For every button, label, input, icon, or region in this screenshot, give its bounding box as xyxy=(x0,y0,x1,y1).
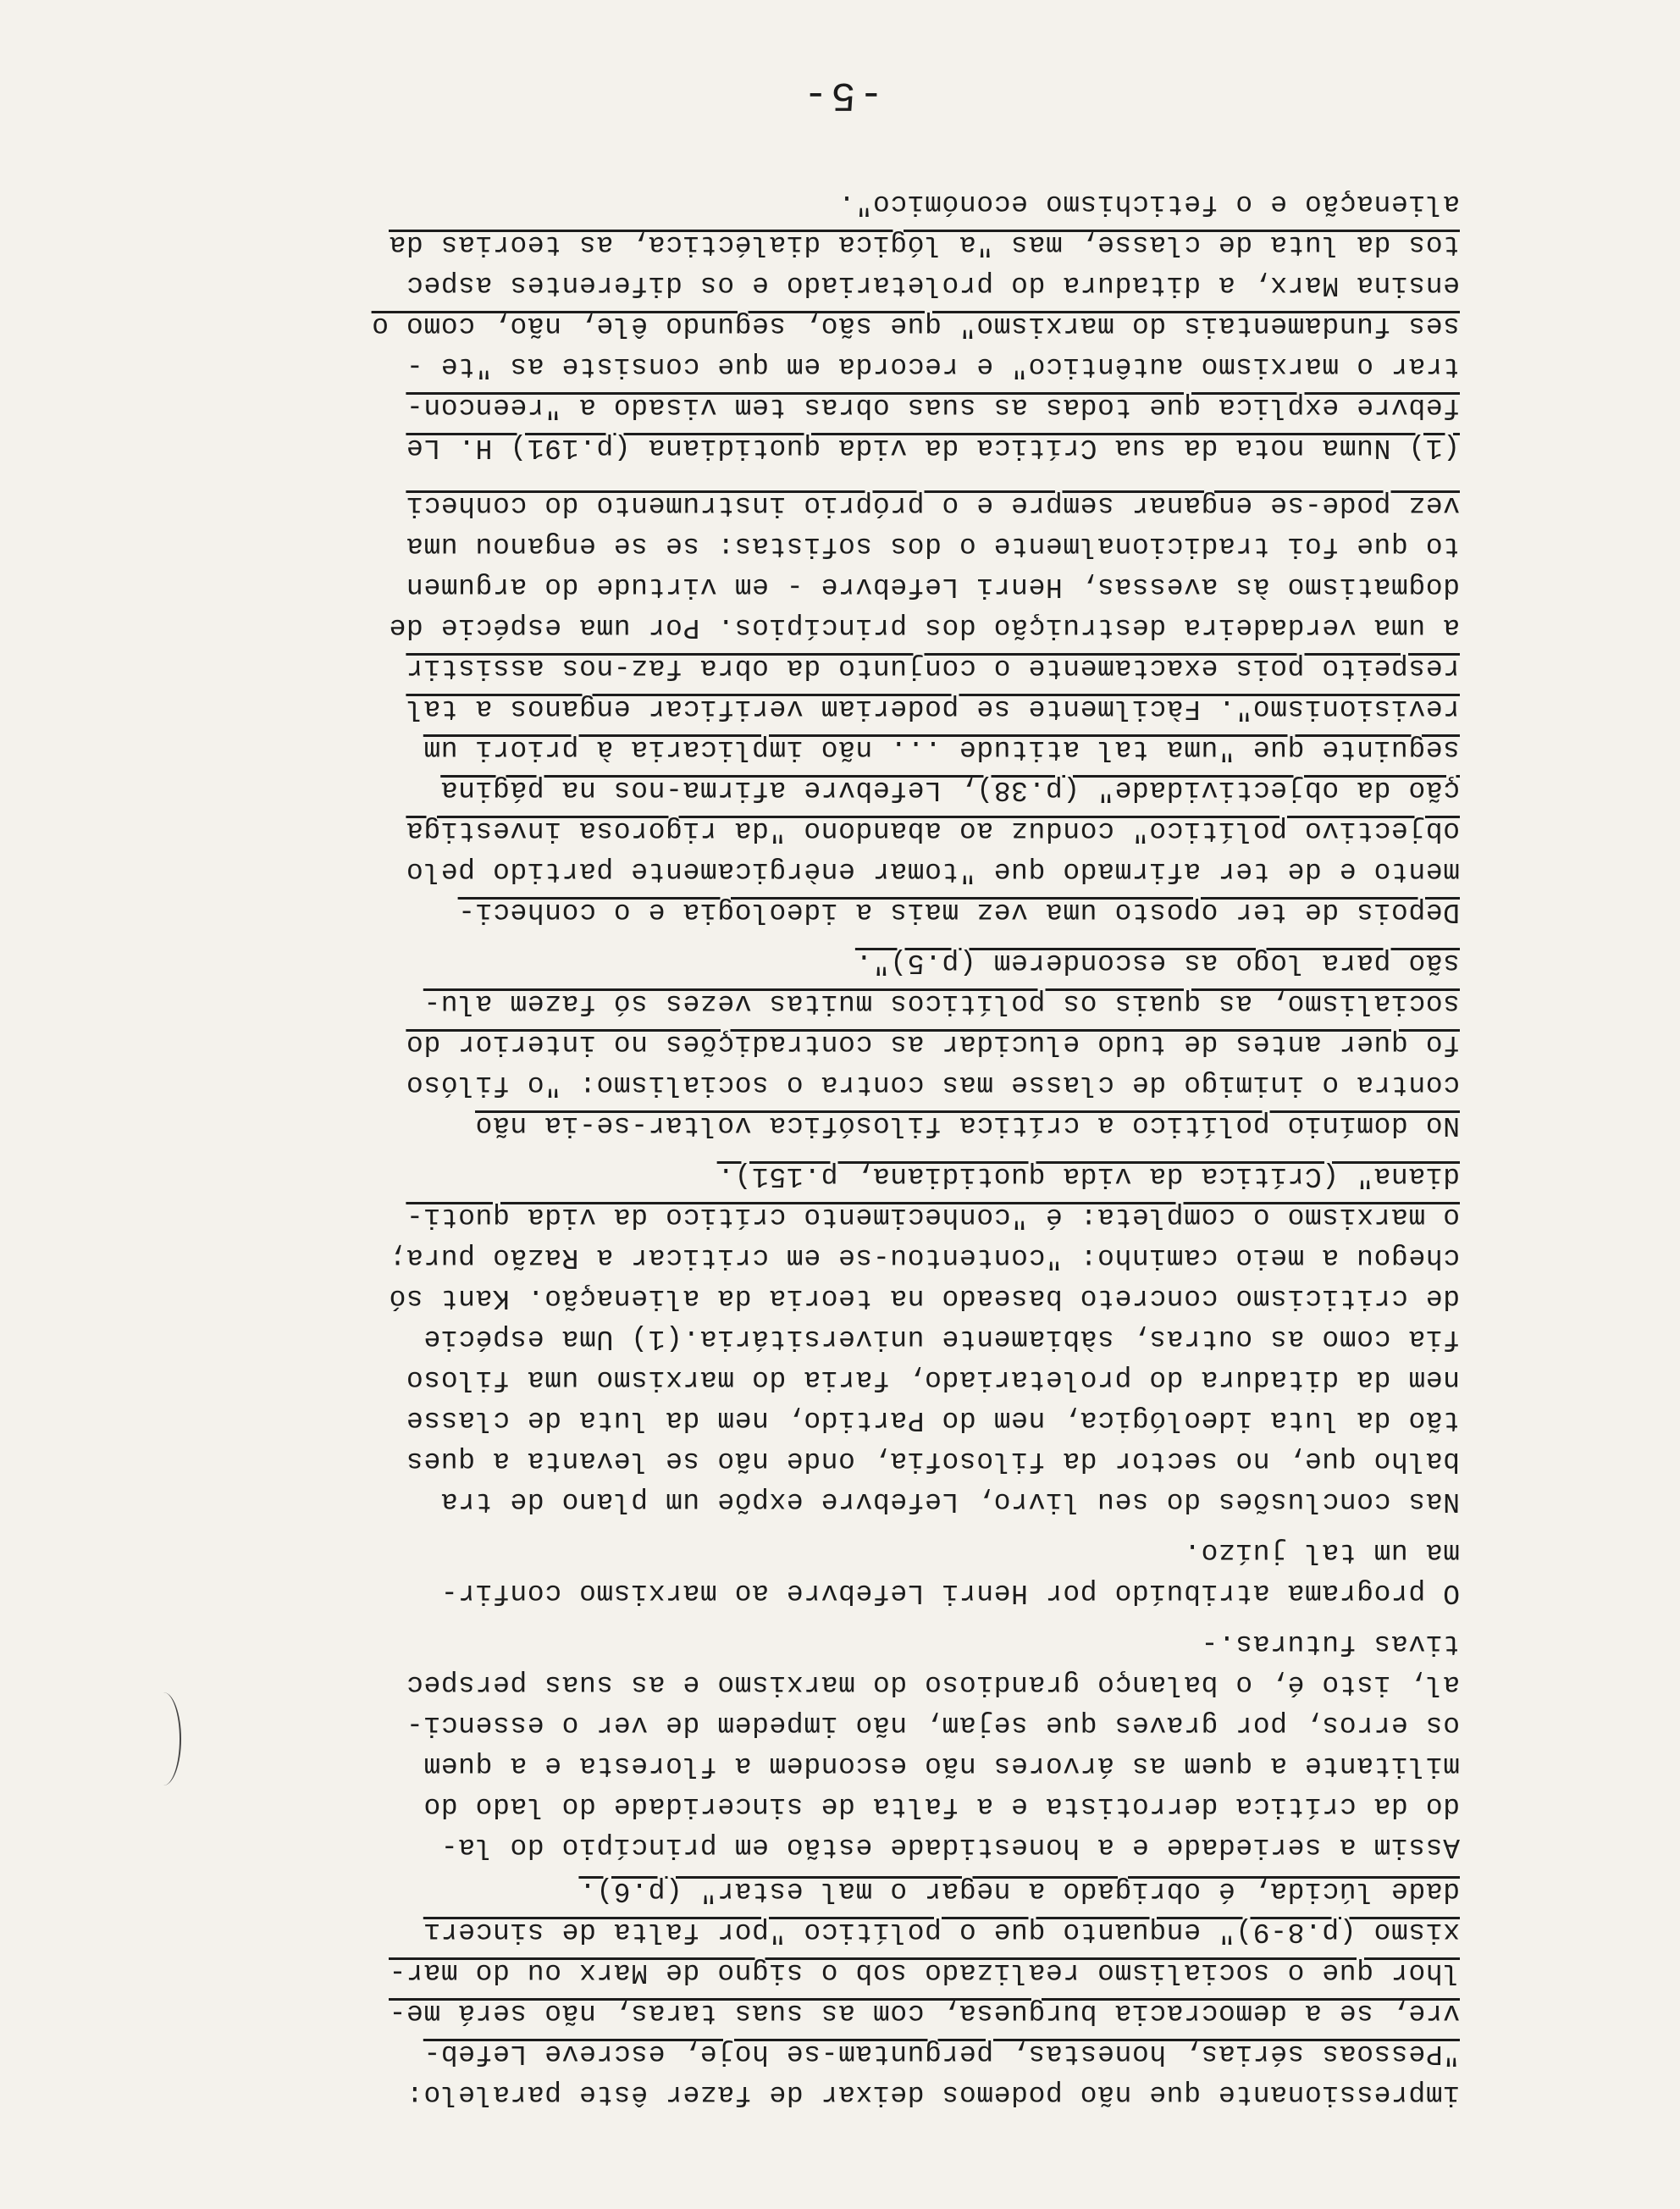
text-line: fo quer antes de tudo elucidar as contradições no interior do xyxy=(406,1028,1460,1060)
text-line: xismo (p.8-9)" enquanto que o político "por falta de sincerı xyxy=(423,1916,1460,1947)
text-line: o marxismo o completa: é "conhecimento crítico da vida quoti- xyxy=(406,1201,1460,1232)
page-number: -5- xyxy=(799,71,884,117)
text-line: revisionismo". Fàcilmente se poderiam verificar enganos a tal xyxy=(406,693,1460,724)
text-line: to que foi tradicionalmente o dos sofistas: se se enganou uma xyxy=(406,530,1460,562)
text-line: socialismo, as quais os políticos muitas vezes só fazem alu- xyxy=(423,988,1460,1019)
text-line: dade lúcida, é obrigado a negar o mal estar" (p.6). xyxy=(578,1875,1460,1907)
text-line: ma um tal juízo. xyxy=(1183,1536,1460,1568)
text-line: vre, se a democracia burguesa, com as suas taras, não será me- xyxy=(389,1997,1460,2029)
text-line: ção da objectividade" (p.38), Lefebvre afirma-nos na página xyxy=(440,774,1460,806)
text-line: são para logo as esconderem (p.5)". xyxy=(854,947,1460,978)
footnote-line: febvre explica que todas as suas obras tem visado a "reencon- xyxy=(406,391,1460,423)
text-line: chegou a meio caminho: "contentou-se em criticar a Razão pura; xyxy=(389,1242,1460,1273)
text-line: dogmatismo às avessas, Henri Lefebvre - em virtude do argumen xyxy=(406,571,1460,602)
text-line: diana" (Crítica da vida quotidiana, p.151). xyxy=(716,1160,1460,1192)
text-line: respeito pois exactamente o conjunto da obra faz-nos assistir xyxy=(406,652,1460,684)
text-line: nem da ditadura do proletariado, faria do marxismo uma filoso xyxy=(406,1364,1460,1395)
footnote-line: ses fundamentais do marxismo" que são, segundo êle, não, como o xyxy=(371,310,1460,341)
text-line: No domínio político a crítica filosófica voltar-se-ia não xyxy=(475,1110,1460,1141)
text-line: lhor que o socialismo realizado sob o signo de Marx ou do mar- xyxy=(389,1957,1460,1988)
text-line: tivas futuras.- xyxy=(1200,1628,1460,1659)
footnote-line: alienação e o fetichismo económico". xyxy=(837,188,1460,219)
text-line: impressionante que não podemos deixar de fazer êste paralelo: xyxy=(406,2079,1460,2110)
footnote-line: trar o marxismo autêntico" e recorda em que consiste as "te - xyxy=(406,351,1460,382)
text-line: do da crítica derrotista e a falta de sinceridade do lado do xyxy=(423,1791,1460,1822)
footnote-line: tos da luta de classe, mas "a lógica dialéctica, as teorias da xyxy=(389,229,1460,260)
text-line: os erros, por graves que sejam, não impedem de ver o essenci- xyxy=(406,1709,1460,1741)
text-line: Nas conclusões do seu livro, Lefebvre expõe um plano de tra xyxy=(440,1486,1460,1517)
text-line: objectivo político" conduz ao abandono "da rigorosa investiga xyxy=(406,815,1460,846)
text-line: mento e de ter afirmado que "tomar enèrgicamente partido pelo xyxy=(406,855,1460,887)
text-line: O programa atribuído por Henri Lefebvre ao marxismo confir- xyxy=(440,1577,1460,1608)
text-line: Assim a seriedade e a honestidade estão em princípio do la- xyxy=(440,1831,1460,1863)
text-line: a uma verdadeira destruição dos princípios. Por uma espécie de xyxy=(389,612,1460,643)
text-line: seguinte que "uma tal atitude ... não implicaria à priori um xyxy=(423,734,1460,765)
footnote-line: ensina Marx, a ditadura do proletariado e os diferentes aspec xyxy=(406,269,1460,301)
text-line: "Pessoas sérias, honestas, perguntam-se hoje, escreve Lefeb- xyxy=(423,2038,1460,2069)
footnote-line: (1) Numa nota da sua Crítica da vida quotidiana (p.191) H. Le xyxy=(406,432,1460,463)
text-line: Depois de ter oposto uma vez mais a ideologia e o conheci- xyxy=(457,896,1460,927)
margin-pen-mark xyxy=(146,1692,181,1785)
text-line: vez pode-se enganar sempre e o próprio instrumento do conheci xyxy=(406,490,1460,521)
text-line: balho que, no sector da filosofia, onde não se levanta a ques xyxy=(406,1445,1460,1476)
text-line: de criticismo concreto baseado na teoria da alienação. Kant só xyxy=(389,1282,1460,1314)
text-line: militante a quem as árvores não escondem a floresta e a quem xyxy=(423,1750,1460,1781)
text-line: tão da luta ideológica, nem do Partido, nem da luta de classe xyxy=(406,1404,1460,1436)
text-line: al, isto é, o balanço grandioso do marxismo e as suas perspec xyxy=(406,1669,1460,1700)
text-line: fia como as outras, sàbiamente universitária.(1) Uma espécie xyxy=(423,1323,1460,1354)
text-line: contra o inimigo de classe mas contra o socialismo: "o filóso xyxy=(406,1069,1460,1100)
